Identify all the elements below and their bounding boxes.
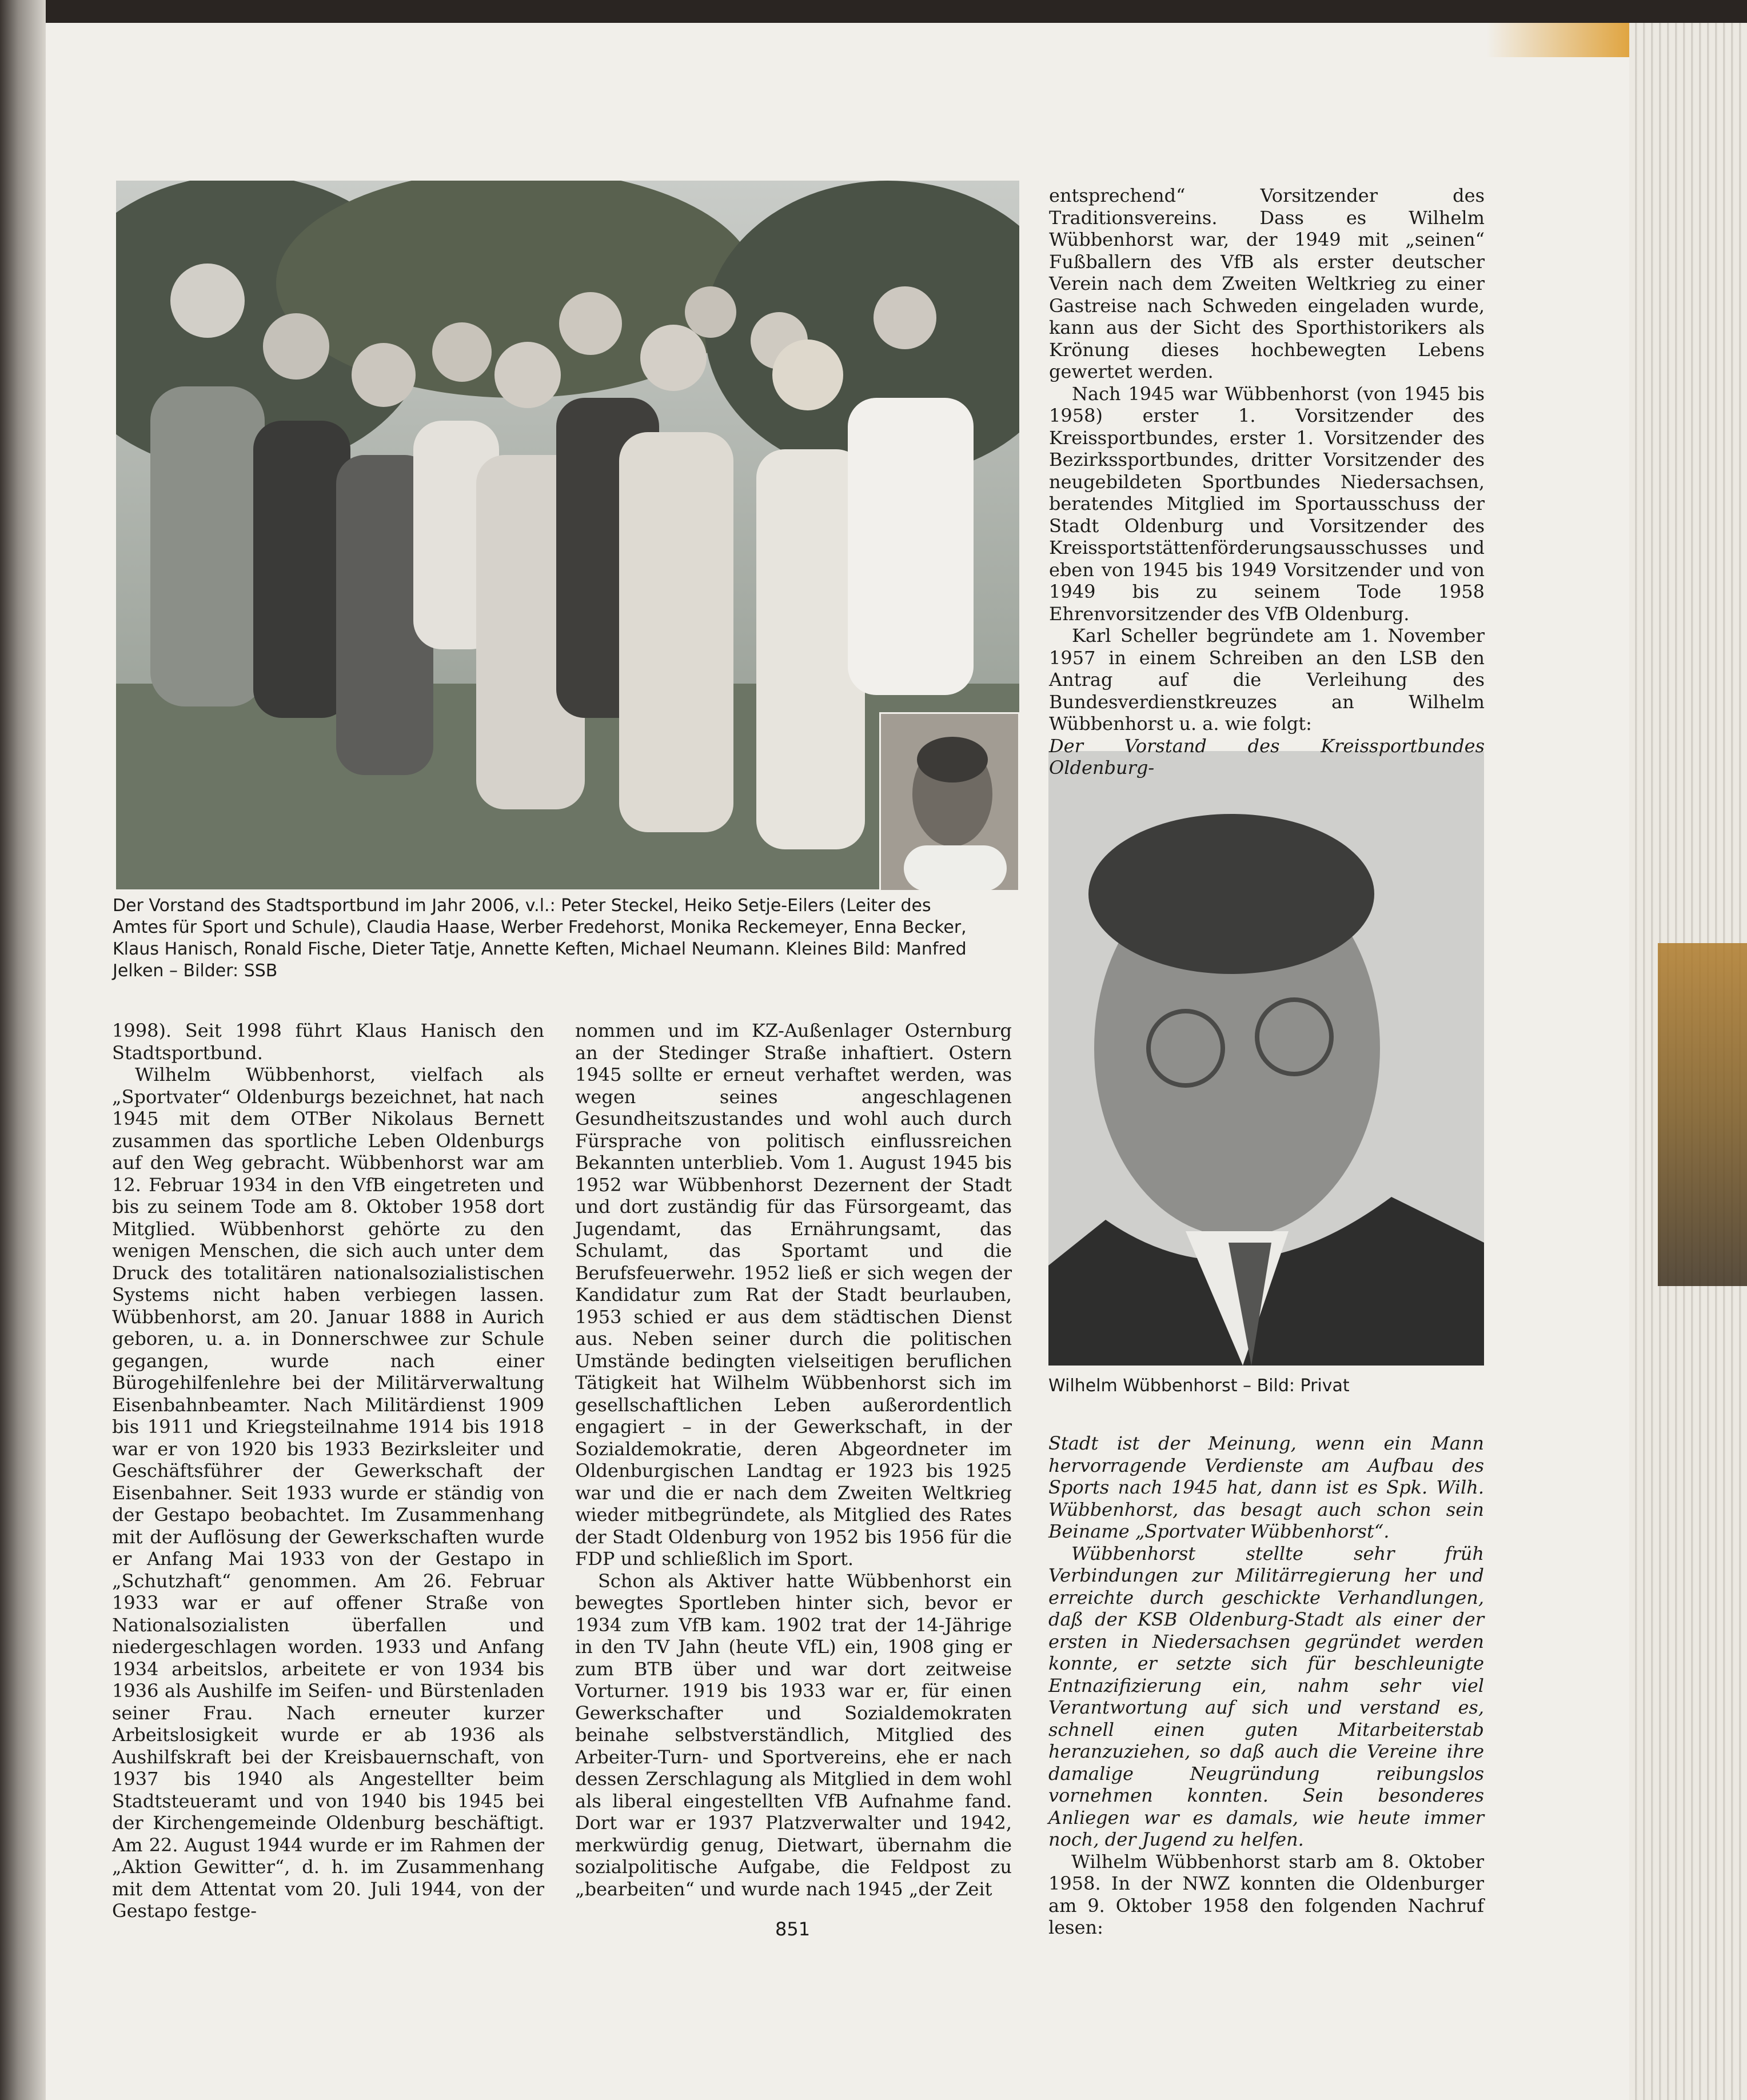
portrait-photo-image: [1048, 751, 1484, 1366]
text-column-1: [112, 1020, 544, 1922]
book-cover-edge: [1658, 943, 1747, 1286]
paragraph: Wilhelm Wübbenhorst starb am 8. Oktober 1958. In der NWZ konnten die Oldenburger am 9. Oktober 1958 den folgenden Nachruf lesen:: [1048, 1850, 1484, 1938]
text-column-3-bottom: [1048, 1432, 1484, 1939]
paragraph: nommen und im KZ-Außenlager Osternburg an der Stedinger Straße inhaftiert. Ostern 1945 sollte er erneut verhaftet werden, was wegen seines angeschlagenen Gesundheitszustandes und wohl auch durch Fürsprache von politisch einflussreichen Bekannten unterblieb. Vom 1. August 1945 bis 1952 war Wübbenhorst Dezernent der Stadt und dort zuständig für das Fürsorgeamt, das Jugendamt, das Ernährungsamt, das Schulamt, das Sportamt und die Berufsfeuerwehr. 1952 ließ er sich wegen der Kandidatur zum Rat der Stadt beurlauben, 1953 schied er aus dem städtischen Dienst aus. Neben seiner durch die politischen Umstände bedingten vielseitigen beruflichen Tätigkeit hat Wilhelm Wübbenhorst sich im gesellschaftlichen Leben außerordentlich engagiert – in der Gewerkschaft, in der Sozialdemokratie, deren Abgeordneter im Oldenburgischen Landtag er 1923 bis 1925 war und die er nach dem Zweiten Weltkrieg wieder mitbegründete, als Mitglied des Rates der Stadt Oldenburg von 1952 bis 1956 für die FDP und schließlich im Sport.: [575, 1020, 1012, 1570]
paragraph: Nach 1945 war Wübbenhorst (von 1945 bis 1958) erster 1. Vorsitzender des Kreissportbundes, erster 1. Vorsitzender des Bezirkssportbundes, dritter Vorsitzender des neugebildeten Sportbundes Niedersachsen, beratendes Mitglied im Sportausschuss der Stadt Oldenburg und Vorsitzender des Kreissportstättenförderungsausschusses und eben von 1945 bis 1949 Vorsitzender und von 1949 bis zu seinem Tode 1958 Ehrenvorsitzender des VfB Oldenburg.: [1049, 382, 1485, 625]
portrait-caption: Wilhelm Wübbenhorst – Bild: Privat: [1048, 1376, 1350, 1396]
inset-photo: [879, 712, 1020, 892]
paragraph: 1998). Seit 1998 führt Klaus Hanisch den Stadtsportbund.: [112, 1020, 544, 1064]
text-column-2: [575, 1020, 1012, 1900]
scan-background-top: [0, 0, 1747, 23]
quote-paragraph: Wübbenhorst stellte sehr früh Verbindungen zur Militärregierung her und erreichte durch geschickte Verhandlungen, daß der KSB Oldenburg-Stadt als einer der ersten in Niedersachsen gegründet werden konnte, er setzte sich für beschleunigte Entnazifizierung ein, nahm sehr viel Verantwortung auf sich und verstand es, schnell einen guten Mitarbeiterstab heranzuziehen, so daß auch die Vereine ihre damalige Neugründung reibungslos vornehmen konnten. Sein besonderes Anliegen war es damals, wie heute immer noch, der Jugend zu helfen.: [1048, 1542, 1484, 1850]
paragraph: Karl Scheller begründete am 1. November 1957 in einem Schreiben an den LSB den Antrag auf die Verleihung des Bundesverdienstkreuzes an Wilhelm Wübbenhorst u. a. wie folgt:: [1049, 625, 1485, 734]
paragraph: Schon als Aktiver hatte Wübbenhorst ein bewegtes Sportleben hinter sich, bevor er 1934 zum VfB kam. 1902 trat der 14-Jährige in den TV Jahn (heute VfL) ein, 1908 ging er zum BTB über und war dort zeitweise Vorturner. 1919 bis 1933 war er, für einen Gewerkschafter und Sozialdemokraten beinahe selbstverständlich, Mitglied des Arbeiter-Turn- und Sportvereins, ehe er nach dessen Zerschlagung als Mitglied in dem wohl als liberal eingestellten VfB Aufnahme fand. Dort war er 1937 Platzverwalter und 1942, merkwürdig genug, Dietwart, übernahm die sozialpolitische Aufgabe, die Feldpost zu „bearbeiten“ und wurde nach 1945 „der Zeit: [575, 1570, 1012, 1900]
text-column-3-top: [1049, 185, 1485, 779]
quote-paragraph: Stadt ist der Meinung, wenn ein Mann hervorragende Verdienste am Aufbau des Sports nach 1945 hat, dann ist es Spk. Wilh. Wübbenhorst, das besagt auch schon sein Beiname „Sportvater Wübbenhorst“.: [1048, 1432, 1484, 1542]
group-photo-caption: Der Vorstand des Stadtsportbund im Jahr 2006, v.l.: Peter Steckel, Heiko Setje-Eilers (Leiter des Amtes für Sport und Schule), Claudia Haase, Werber Fredehorst, Monika Reckemeyer, Enna Becker, Klaus Hanisch, Ronald Fische, Dieter Tatje, Annette Keften, Michael Neumann. Kleines Bild: Manfred Jelken – Bilder: SSB: [113, 896, 967, 981]
scan-book-edge-left: [0, 0, 46, 2100]
page-corner: [1486, 23, 1629, 57]
portrait-photo: [1048, 751, 1484, 1366]
page-number: 851: [775, 1918, 811, 1940]
quote-start: Der Vorstand des Kreissportbundes Oldenburg-: [1049, 734, 1485, 778]
paragraph: entsprechend“ Vorsitzender des Traditionsvereins. Dass es Wilhelm Wübbenhorst war, der 1949 mit „seinen“ Fußballern des VfB als erster deutscher Verein nach dem Zweiten Weltkrieg zu einer Gastreise nach Schweden eingeladen wurde, kann aus der Sicht des Sporthistorikers als Krönung dieses hochbewegten Lebens gewertet werden.: [1049, 185, 1485, 382]
inset-photo-image: [881, 714, 1018, 890]
paragraph: Wilhelm Wübbenhorst, vielfach als „Sportvater“ Oldenburgs bezeichnet, hat nach 1945 mit dem OTBer Nikolaus Bernett zusammen das sportliche Leben Oldenburgs auf den Weg gebracht. Wübbenhorst war am 12. Februar 1934 in den VfB eingetreten und bis zu seinem Tode am 8. Oktober 1958 dort Mitglied. Wübbenhorst gehörte zu den wenigen Menschen, die sich auch unter dem Druck des totalitären nationalsozialistischen Systems nicht haben verbiegen lassen. Wübbenhorst, am 20. Januar 1888 in Aurich geboren, u. a. in Donnerschwee zur Schule gegangen, wurde nach einer Bürogehilfenlehre bei der Militärverwaltung Eisenbahnbeamter. Nach Militärdienst 1909 bis 1911 und Kriegsteilnahme 1914 bis 1918 war er von 1920 bis 1933 Bezirksleiter und Geschäftsführer der Gewerkschaft der Eisenbahner. Seit 1933 wurde er ständig von der Gestapo beobachtet. Im Zusammenhang mit der Auflösung der Gewerkschaften wurde er Anfang Mai 1933 von der Gestapo in „Schutzhaft“ genommen. Am 26. Februar 1933 war er auf offener Straße von Nationalsozialisten überfallen und niedergeschlagen worden. 1933 und Anfang 1934 arbeitslos, arbeitete er von 1934 bis 1936 als Aushilfe im Seifen- und Bürstenladen seiner Frau. Nach erneuter kurzer Arbeitslosigkeit wurde er ab 1936 als Aushilfskraft bei der Kreisbauernschaft, von 1937 bis 1940 als Angestellter beim Stadtsteueramt und von 1940 bis 1945 bei der Kirchengemeinde Oldenburg beschäftigt. Am 22. August 1944 wurde er im Rahmen der „Aktion Gewitter“, d. h. im Zusammenhang mit dem Attentat vom 20. Juli 1944, von der Gestapo festge-: [112, 1064, 544, 1922]
